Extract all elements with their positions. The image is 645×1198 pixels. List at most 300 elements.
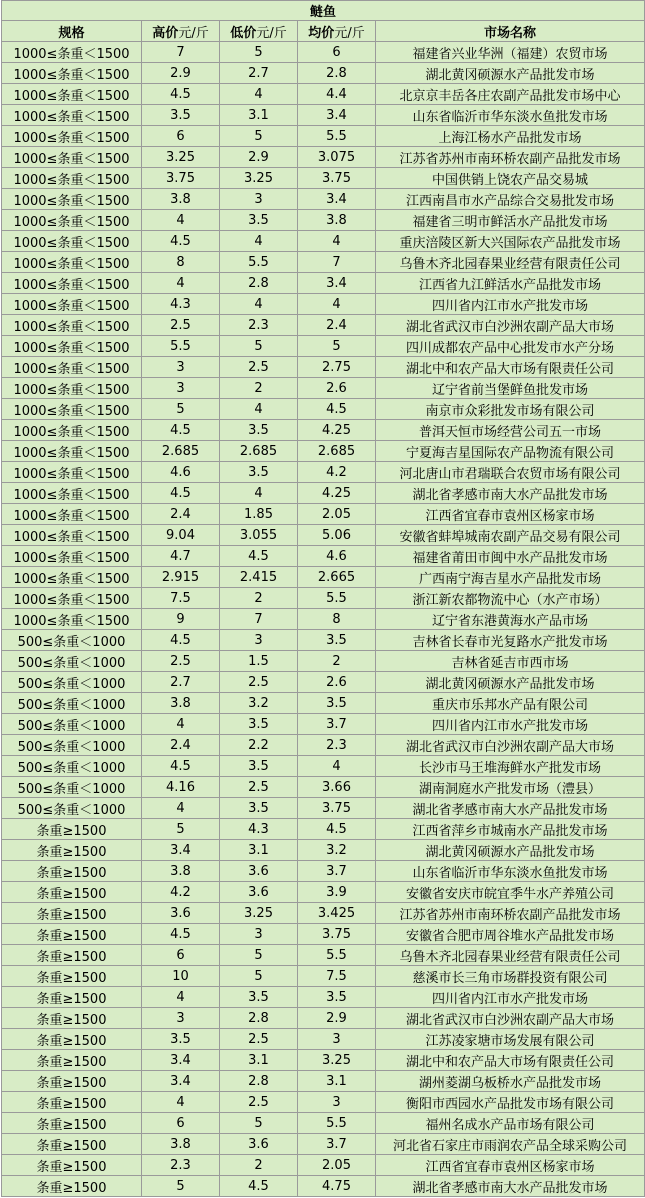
cell-avg: 4.5 bbox=[298, 399, 376, 420]
cell-high: 3.5 bbox=[142, 1029, 220, 1050]
table-row bbox=[2, 315, 645, 336]
cell-spec: 条重≥1500 bbox=[2, 1155, 142, 1176]
header-low-unit: 元/斤 bbox=[256, 25, 287, 41]
cell-low: 2.5 bbox=[220, 672, 298, 693]
table-row bbox=[2, 483, 645, 504]
table-row bbox=[2, 651, 645, 672]
cell-spec: 条重≥1500 bbox=[2, 1092, 142, 1113]
cell-high: 7 bbox=[142, 42, 220, 63]
cell-high: 10 bbox=[142, 966, 220, 987]
header-low-label: 低价 bbox=[230, 25, 257, 41]
cell-avg: 7.5 bbox=[298, 966, 376, 987]
cell-low: 2.9 bbox=[220, 147, 298, 168]
cell-low: 2 bbox=[220, 1155, 298, 1176]
table-row bbox=[2, 147, 645, 168]
cell-low: 5 bbox=[220, 336, 298, 357]
cell-low: 3.1 bbox=[220, 840, 298, 861]
cell-high: 3.4 bbox=[142, 840, 220, 861]
table-row bbox=[2, 819, 645, 840]
cell-market: 慈溪市长三角市场群投资有限公司 bbox=[376, 966, 645, 987]
cell-spec: 1000≤条重＜1500 bbox=[2, 273, 142, 294]
cell-spec: 1000≤条重＜1500 bbox=[2, 567, 142, 588]
cell-high: 3.25 bbox=[142, 147, 220, 168]
cell-low: 2.5 bbox=[220, 777, 298, 798]
cell-high: 2.3 bbox=[142, 1155, 220, 1176]
cell-avg: 3 bbox=[298, 1092, 376, 1113]
cell-market: 浙江新农都物流中心（水产市场） bbox=[376, 588, 645, 609]
cell-high: 5 bbox=[142, 399, 220, 420]
cell-high: 3.8 bbox=[142, 1134, 220, 1155]
cell-spec: 1000≤条重＜1500 bbox=[2, 462, 142, 483]
cell-avg: 4 bbox=[298, 294, 376, 315]
table-row bbox=[2, 840, 645, 861]
table-row bbox=[2, 546, 645, 567]
cell-avg: 3.25 bbox=[298, 1050, 376, 1071]
table-row bbox=[2, 714, 645, 735]
table-row bbox=[2, 42, 645, 63]
cell-market: 湖北省孝感市南大水产品批发市场 bbox=[376, 483, 645, 504]
cell-low: 3 bbox=[220, 630, 298, 651]
table-row bbox=[2, 861, 645, 882]
cell-market: 安徽省合肥市周谷堆水产品批发市场 bbox=[376, 924, 645, 945]
cell-avg: 3.66 bbox=[298, 777, 376, 798]
cell-low: 5 bbox=[220, 966, 298, 987]
cell-avg: 3.75 bbox=[298, 168, 376, 189]
cell-market: 四川省内江市水产批发市场 bbox=[376, 987, 645, 1008]
cell-low: 1.5 bbox=[220, 651, 298, 672]
cell-spec: 1000≤条重＜1500 bbox=[2, 420, 142, 441]
cell-spec: 条重≥1500 bbox=[2, 903, 142, 924]
cell-low: 3.5 bbox=[220, 714, 298, 735]
cell-avg: 4 bbox=[298, 756, 376, 777]
cell-low: 5.5 bbox=[220, 252, 298, 273]
cell-avg: 2.665 bbox=[298, 567, 376, 588]
cell-low: 3.5 bbox=[220, 756, 298, 777]
cell-avg: 3.7 bbox=[298, 861, 376, 882]
cell-low: 3 bbox=[220, 924, 298, 945]
cell-low: 7 bbox=[220, 609, 298, 630]
cell-spec: 1000≤条重＜1500 bbox=[2, 483, 142, 504]
cell-high: 4.5 bbox=[142, 231, 220, 252]
table-row bbox=[2, 693, 645, 714]
table-row bbox=[2, 399, 645, 420]
cell-high: 3.6 bbox=[142, 903, 220, 924]
table-row bbox=[2, 420, 645, 441]
cell-avg: 2.4 bbox=[298, 315, 376, 336]
cell-avg: 4 bbox=[298, 231, 376, 252]
cell-avg: 2.9 bbox=[298, 1008, 376, 1029]
cell-low: 4 bbox=[220, 84, 298, 105]
cell-market: 宁夏海吉星国际农产品物流有限公司 bbox=[376, 441, 645, 462]
cell-market: 江西南昌市水产品综合交易批发市场 bbox=[376, 189, 645, 210]
cell-low: 2.415 bbox=[220, 567, 298, 588]
cell-spec: 1000≤条重＜1500 bbox=[2, 189, 142, 210]
cell-low: 3.6 bbox=[220, 1134, 298, 1155]
cell-low: 4 bbox=[220, 294, 298, 315]
cell-spec: 1000≤条重＜1500 bbox=[2, 147, 142, 168]
cell-spec: 条重≥1500 bbox=[2, 1050, 142, 1071]
cell-spec: 条重≥1500 bbox=[2, 882, 142, 903]
cell-market: 福建省兴业华洲（福建）农贸市场 bbox=[376, 42, 645, 63]
cell-low: 2.8 bbox=[220, 1008, 298, 1029]
cell-market: 南京市众彩批发市场有限公司 bbox=[376, 399, 645, 420]
cell-low: 4 bbox=[220, 483, 298, 504]
cell-spec: 条重≥1500 bbox=[2, 819, 142, 840]
cell-avg: 2.685 bbox=[298, 441, 376, 462]
table-row bbox=[2, 294, 645, 315]
cell-market: 安徽省蚌埠城南农副产品交易有限公司 bbox=[376, 525, 645, 546]
table-row bbox=[2, 1071, 645, 1092]
cell-spec: 1000≤条重＜1500 bbox=[2, 399, 142, 420]
cell-high: 6 bbox=[142, 1113, 220, 1134]
cell-high: 4.5 bbox=[142, 84, 220, 105]
cell-avg: 8 bbox=[298, 609, 376, 630]
cell-high: 4.6 bbox=[142, 462, 220, 483]
cell-high: 4.3 bbox=[142, 294, 220, 315]
cell-avg: 4.2 bbox=[298, 462, 376, 483]
cell-avg: 2 bbox=[298, 651, 376, 672]
cell-avg: 3.5 bbox=[298, 630, 376, 651]
cell-avg: 4.5 bbox=[298, 819, 376, 840]
cell-spec: 500≤条重＜1000 bbox=[2, 735, 142, 756]
cell-spec: 500≤条重＜1000 bbox=[2, 798, 142, 819]
cell-spec: 条重≥1500 bbox=[2, 1029, 142, 1050]
cell-market: 江苏省苏州市南环桥农副产品批发市场 bbox=[376, 903, 645, 924]
cell-avg: 3.7 bbox=[298, 714, 376, 735]
table-row bbox=[2, 252, 645, 273]
cell-spec: 500≤条重＜1000 bbox=[2, 714, 142, 735]
header-spec: 规格 bbox=[2, 21, 142, 42]
cell-low: 3.5 bbox=[220, 462, 298, 483]
cell-market: 福州名成水产品市场有限公司 bbox=[376, 1113, 645, 1134]
cell-market: 吉林省长春市光复路水产批发市场 bbox=[376, 630, 645, 651]
cell-spec: 1000≤条重＜1500 bbox=[2, 84, 142, 105]
cell-low: 3.055 bbox=[220, 525, 298, 546]
cell-high: 4.2 bbox=[142, 882, 220, 903]
cell-high: 4 bbox=[142, 798, 220, 819]
cell-high: 7.5 bbox=[142, 588, 220, 609]
cell-high: 4 bbox=[142, 714, 220, 735]
table-row bbox=[2, 1008, 645, 1029]
table-row bbox=[2, 672, 645, 693]
table-row bbox=[2, 567, 645, 588]
cell-high: 6 bbox=[142, 126, 220, 147]
cell-low: 4.5 bbox=[220, 546, 298, 567]
cell-spec: 条重≥1500 bbox=[2, 840, 142, 861]
cell-low: 2.5 bbox=[220, 357, 298, 378]
table-row bbox=[2, 1029, 645, 1050]
cell-low: 3.1 bbox=[220, 1050, 298, 1071]
cell-low: 2.5 bbox=[220, 1092, 298, 1113]
cell-high: 5.5 bbox=[142, 336, 220, 357]
cell-spec: 条重≥1500 bbox=[2, 1176, 142, 1197]
cell-low: 2.3 bbox=[220, 315, 298, 336]
cell-high: 4.16 bbox=[142, 777, 220, 798]
cell-spec: 1000≤条重＜1500 bbox=[2, 588, 142, 609]
cell-avg: 4.4 bbox=[298, 84, 376, 105]
cell-low: 3.25 bbox=[220, 168, 298, 189]
cell-market: 吉林省延吉市西市场 bbox=[376, 651, 645, 672]
cell-spec: 1000≤条重＜1500 bbox=[2, 105, 142, 126]
cell-avg: 3.8 bbox=[298, 210, 376, 231]
cell-spec: 500≤条重＜1000 bbox=[2, 651, 142, 672]
cell-market: 重庆市乐邦水产品有限公司 bbox=[376, 693, 645, 714]
cell-low: 3.2 bbox=[220, 693, 298, 714]
cell-high: 3.4 bbox=[142, 1050, 220, 1071]
cell-high: 2.5 bbox=[142, 315, 220, 336]
cell-avg: 3.2 bbox=[298, 840, 376, 861]
cell-high: 3.8 bbox=[142, 189, 220, 210]
cell-avg: 3.1 bbox=[298, 1071, 376, 1092]
cell-market: 河北唐山市君瑞联合农贸市场有限公司 bbox=[376, 462, 645, 483]
cell-high: 4.7 bbox=[142, 546, 220, 567]
cell-market: 湖北省武汉市白沙洲农副产品大市场 bbox=[376, 1008, 645, 1029]
cell-market: 湖州菱湖乌板桥水产品批发市场 bbox=[376, 1071, 645, 1092]
cell-market: 江西省萍乡市城南水产品批发市场 bbox=[376, 819, 645, 840]
cell-high: 4.5 bbox=[142, 924, 220, 945]
table-row bbox=[2, 357, 645, 378]
cell-avg: 5.5 bbox=[298, 945, 376, 966]
cell-avg: 2.6 bbox=[298, 672, 376, 693]
cell-avg: 3.75 bbox=[298, 924, 376, 945]
cell-spec: 1000≤条重＜1500 bbox=[2, 252, 142, 273]
cell-avg: 2.05 bbox=[298, 1155, 376, 1176]
cell-spec: 1000≤条重＜1500 bbox=[2, 441, 142, 462]
cell-market: 湖北黄冈硕源水产品批发市场 bbox=[376, 63, 645, 84]
cell-avg: 3 bbox=[298, 1029, 376, 1050]
cell-high: 5 bbox=[142, 819, 220, 840]
cell-low: 3.6 bbox=[220, 882, 298, 903]
cell-market: 湖北省孝感市南大水产品批发市场 bbox=[376, 1176, 645, 1197]
cell-market: 广西南宁海吉星水产品批发市场 bbox=[376, 567, 645, 588]
cell-spec: 1000≤条重＜1500 bbox=[2, 378, 142, 399]
cell-market: 湖北省武汉市白沙洲农副产品大市场 bbox=[376, 315, 645, 336]
cell-market: 乌鲁木齐北园春果业经营有限责任公司 bbox=[376, 252, 645, 273]
cell-market: 福建省三明市鲜活水产品批发市场 bbox=[376, 210, 645, 231]
cell-high: 4.5 bbox=[142, 756, 220, 777]
table-row bbox=[2, 903, 645, 924]
cell-market: 江苏省苏州市南环桥农副产品批发市场 bbox=[376, 147, 645, 168]
cell-avg: 2.6 bbox=[298, 378, 376, 399]
cell-spec: 1000≤条重＜1500 bbox=[2, 504, 142, 525]
cell-low: 2 bbox=[220, 378, 298, 399]
table-row bbox=[2, 1134, 645, 1155]
header-high-unit: 元/斤 bbox=[178, 25, 209, 41]
cell-avg: 5.5 bbox=[298, 1113, 376, 1134]
header-avg bbox=[298, 21, 376, 42]
table-row bbox=[2, 735, 645, 756]
cell-spec: 条重≥1500 bbox=[2, 1008, 142, 1029]
cell-avg: 5.5 bbox=[298, 588, 376, 609]
cell-market: 北京京丰岳各庄农副产品批发市场中心 bbox=[376, 84, 645, 105]
cell-market: 江西省宜春市袁州区杨家市场 bbox=[376, 1155, 645, 1176]
cell-avg: 3.7 bbox=[298, 1134, 376, 1155]
cell-avg: 4.25 bbox=[298, 420, 376, 441]
cell-market: 山东省临沂市华东淡水鱼批发市场 bbox=[376, 861, 645, 882]
cell-market: 中国供销上饶农产品交易城 bbox=[376, 168, 645, 189]
cell-spec: 500≤条重＜1000 bbox=[2, 777, 142, 798]
table-row bbox=[2, 1113, 645, 1134]
cell-spec: 1000≤条重＜1500 bbox=[2, 315, 142, 336]
cell-market: 湖北黄冈硕源水产品批发市场 bbox=[376, 840, 645, 861]
table-row bbox=[2, 126, 645, 147]
header-row bbox=[2, 21, 645, 42]
table-row bbox=[2, 168, 645, 189]
cell-avg: 3.4 bbox=[298, 105, 376, 126]
cell-avg: 4.25 bbox=[298, 483, 376, 504]
cell-low: 2.2 bbox=[220, 735, 298, 756]
cell-spec: 500≤条重＜1000 bbox=[2, 756, 142, 777]
cell-market: 辽宁省前当堡鲜鱼批发市场 bbox=[376, 378, 645, 399]
cell-low: 3.5 bbox=[220, 210, 298, 231]
cell-market: 重庆涪陵区新大兴国际农产品批发市场 bbox=[376, 231, 645, 252]
cell-high: 2.4 bbox=[142, 504, 220, 525]
cell-avg: 3.5 bbox=[298, 693, 376, 714]
cell-market: 湖北中和农产品大市场有限责任公司 bbox=[376, 1050, 645, 1071]
cell-low: 4 bbox=[220, 399, 298, 420]
cell-spec: 条重≥1500 bbox=[2, 1134, 142, 1155]
table-row bbox=[2, 1176, 645, 1197]
cell-market: 乌鲁木齐北园春果业经营有限责任公司 bbox=[376, 945, 645, 966]
cell-high: 4.5 bbox=[142, 420, 220, 441]
cell-avg: 6 bbox=[298, 42, 376, 63]
cell-spec: 1000≤条重＜1500 bbox=[2, 168, 142, 189]
cell-high: 3 bbox=[142, 1008, 220, 1029]
cell-high: 6 bbox=[142, 945, 220, 966]
table-row bbox=[2, 273, 645, 294]
cell-spec: 1000≤条重＜1500 bbox=[2, 546, 142, 567]
cell-spec: 1000≤条重＜1500 bbox=[2, 294, 142, 315]
cell-avg: 4.75 bbox=[298, 1176, 376, 1197]
cell-market: 山东省临沂市华东淡水鱼批发市场 bbox=[376, 105, 645, 126]
cell-spec: 1000≤条重＜1500 bbox=[2, 126, 142, 147]
cell-market: 福建省莆田市闽中水产品批发市场 bbox=[376, 546, 645, 567]
cell-market: 四川省内江市水产批发市场 bbox=[376, 294, 645, 315]
cell-market: 上海江杨水产品批发市场 bbox=[376, 126, 645, 147]
cell-low: 2 bbox=[220, 588, 298, 609]
table-row bbox=[2, 525, 645, 546]
table-row bbox=[2, 231, 645, 252]
cell-high: 3 bbox=[142, 357, 220, 378]
table-row bbox=[2, 189, 645, 210]
cell-avg: 5.5 bbox=[298, 126, 376, 147]
cell-market: 江西省宜春市袁州区杨家市场 bbox=[376, 504, 645, 525]
cell-spec: 条重≥1500 bbox=[2, 966, 142, 987]
cell-market: 湖南洞庭水产批发市场（澧县） bbox=[376, 777, 645, 798]
cell-market: 河北省石家庄市雨润农产品全球采购公司 bbox=[376, 1134, 645, 1155]
cell-market: 四川省内江市水产批发市场 bbox=[376, 714, 645, 735]
cell-market: 辽宁省东港黄海水产品市场 bbox=[376, 609, 645, 630]
table-row bbox=[2, 1155, 645, 1176]
header-avg-label: 均价 bbox=[308, 25, 335, 41]
cell-market: 安徽省安庆市皖宜季牛水产养殖公司 bbox=[376, 882, 645, 903]
cell-spec: 1000≤条重＜1500 bbox=[2, 609, 142, 630]
cell-avg: 5 bbox=[298, 336, 376, 357]
cell-spec: 条重≥1500 bbox=[2, 924, 142, 945]
cell-spec: 1000≤条重＜1500 bbox=[2, 525, 142, 546]
cell-market: 湖北黄冈硕源水产品批发市场 bbox=[376, 672, 645, 693]
cell-low: 2.7 bbox=[220, 63, 298, 84]
cell-high: 4 bbox=[142, 273, 220, 294]
cell-market: 江西省九江鲜活水产品批发市场 bbox=[376, 273, 645, 294]
header-high bbox=[142, 21, 220, 42]
cell-low: 1.85 bbox=[220, 504, 298, 525]
table-row bbox=[2, 630, 645, 651]
cell-high: 9 bbox=[142, 609, 220, 630]
cell-spec: 条重≥1500 bbox=[2, 861, 142, 882]
table-row bbox=[2, 777, 645, 798]
cell-market: 湖北中和农产品大市场有限责任公司 bbox=[376, 357, 645, 378]
cell-high: 3.75 bbox=[142, 168, 220, 189]
table-row bbox=[2, 504, 645, 525]
cell-market: 长沙市马王堆海鲜水产批发市场 bbox=[376, 756, 645, 777]
cell-avg: 3.5 bbox=[298, 987, 376, 1008]
cell-high: 3.8 bbox=[142, 693, 220, 714]
cell-market: 湖北省孝感市南大水产品批发市场 bbox=[376, 798, 645, 819]
cell-high: 2.9 bbox=[142, 63, 220, 84]
cell-avg: 3.075 bbox=[298, 147, 376, 168]
cell-high: 2.915 bbox=[142, 567, 220, 588]
cell-low: 5 bbox=[220, 1113, 298, 1134]
cell-spec: 1000≤条重＜1500 bbox=[2, 231, 142, 252]
cell-high: 3.8 bbox=[142, 861, 220, 882]
cell-spec: 1000≤条重＜1500 bbox=[2, 42, 142, 63]
table-body bbox=[2, 42, 645, 1197]
cell-high: 4.5 bbox=[142, 483, 220, 504]
table-row bbox=[2, 609, 645, 630]
cell-low: 2.5 bbox=[220, 1029, 298, 1050]
header-avg-unit: 元/斤 bbox=[334, 25, 365, 41]
table-row bbox=[2, 882, 645, 903]
cell-low: 3.25 bbox=[220, 903, 298, 924]
cell-avg: 3.4 bbox=[298, 189, 376, 210]
cell-low: 3.5 bbox=[220, 798, 298, 819]
table-row bbox=[2, 378, 645, 399]
cell-spec: 500≤条重＜1000 bbox=[2, 693, 142, 714]
cell-high: 8 bbox=[142, 252, 220, 273]
cell-high: 4 bbox=[142, 987, 220, 1008]
table-row bbox=[2, 63, 645, 84]
cell-high: 4.5 bbox=[142, 630, 220, 651]
cell-spec: 条重≥1500 bbox=[2, 1071, 142, 1092]
header-market: 市场名称 bbox=[376, 21, 645, 42]
table-row bbox=[2, 756, 645, 777]
cell-low: 3.5 bbox=[220, 420, 298, 441]
cell-low: 2.8 bbox=[220, 1071, 298, 1092]
cell-avg: 2.3 bbox=[298, 735, 376, 756]
cell-low: 4.3 bbox=[220, 819, 298, 840]
cell-high: 3.4 bbox=[142, 1071, 220, 1092]
cell-high: 5 bbox=[142, 1176, 220, 1197]
cell-low: 5 bbox=[220, 42, 298, 63]
table-row bbox=[2, 210, 645, 231]
table-row bbox=[2, 588, 645, 609]
cell-spec: 条重≥1500 bbox=[2, 945, 142, 966]
cell-high: 2.4 bbox=[142, 735, 220, 756]
cell-avg: 3.75 bbox=[298, 798, 376, 819]
cell-spec: 1000≤条重＜1500 bbox=[2, 210, 142, 231]
cell-low: 4.5 bbox=[220, 1176, 298, 1197]
cell-low: 4 bbox=[220, 231, 298, 252]
cell-market: 衡阳市西园水产品批发市场有限公司 bbox=[376, 1092, 645, 1113]
cell-avg: 2.05 bbox=[298, 504, 376, 525]
cell-spec: 条重≥1500 bbox=[2, 1113, 142, 1134]
cell-spec: 500≤条重＜1000 bbox=[2, 630, 142, 651]
table-row bbox=[2, 336, 645, 357]
cell-low: 3 bbox=[220, 189, 298, 210]
cell-spec: 1000≤条重＜1500 bbox=[2, 357, 142, 378]
table-row bbox=[2, 924, 645, 945]
